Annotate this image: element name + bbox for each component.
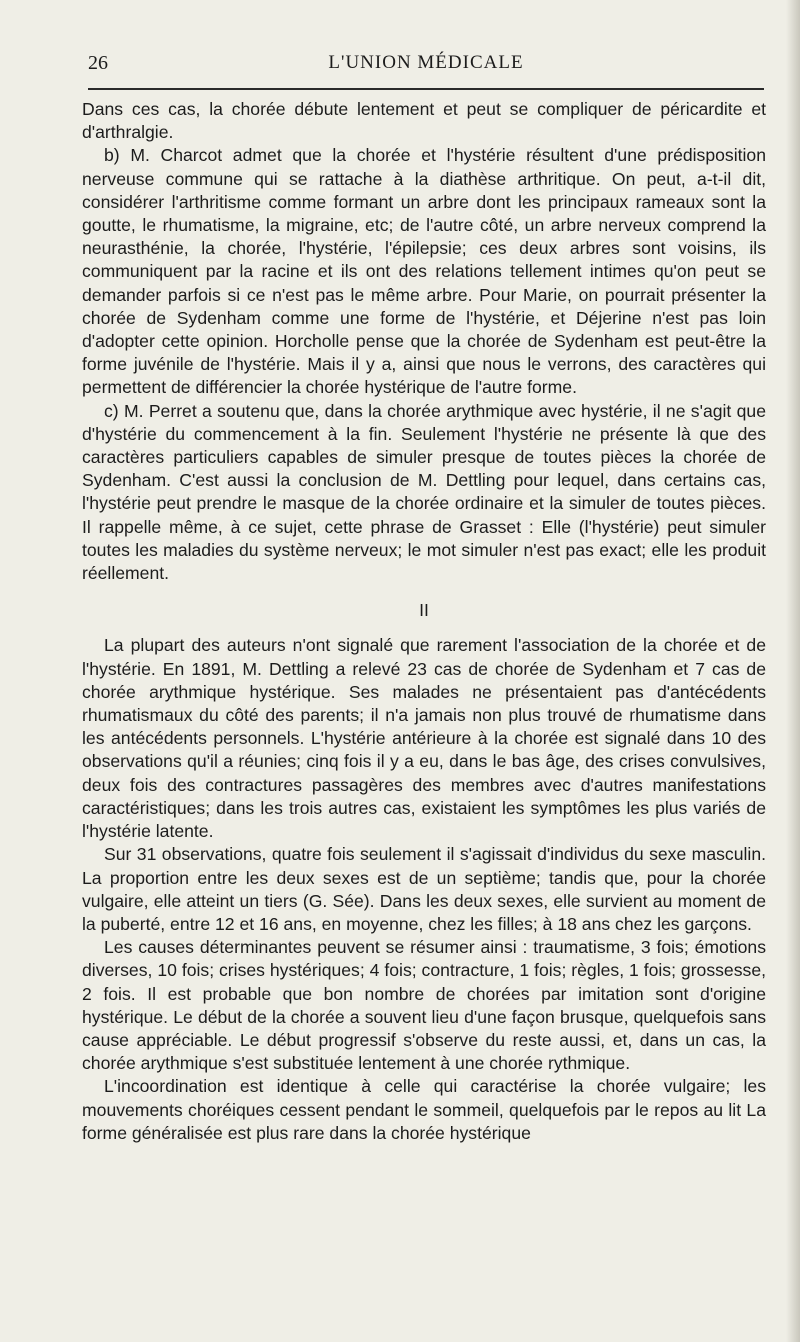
running-title: L'UNION MÉDICALE: [328, 52, 524, 73]
paragraph: Sur 31 observations, quatre fois seulement il s'agissait d'individus du sexe masculin. La proportion entre les deux sexes est de un septième; tandis que, pour la chorée vulgaire, elle atteint un tiers (G. Sée). Dans les deux sexes, elle survient au moment de la puberté, entre 12 et 16 ans, en moyenne, chez les filles; à 18 ans chez les garçons.: [82, 844, 766, 934]
body-text: [82, 98, 766, 1145]
page-number: 26: [88, 52, 108, 74]
paragraph: La plupart des auteurs n'ont signalé que rarement l'association de la chorée et de l'hystérie. En 1891, M. Dettling a relevé 23 cas de chorée de Sydenham et 7 cas de chorée arythmique hystérique. Ses malades ne présentaient pas d'antécédents rhumatismaux du côté des parents; il n'a jamais non plus trouvé de rhumatisme dans les antécédents personnels. L'hystérie antérieure à la chorée est signalé dans 10 des observations qu'il a réunies; cinq fois il y a eu, dans le bas âge, des crises convulsives, deux fois des contractures passagères des membres avec d'autres manifestations caractéristiques; dans les trois autres cas, existaient les symptômes les plus variés de l'hystérie latente.: [82, 635, 766, 842]
paragraph: Dans ces cas, la chorée débute lentement et peut se compliquer de péricardite et d'arthralgie.: [82, 99, 766, 143]
paragraph: b) M. Charcot admet que la chorée et l'hystérie résultent d'une prédisposition nerveuse commune qui se rattache à la diathèse arthritique. On peut, a-t-il dit, considérer l'arthritisme comme formant un arbre dont les principaux rameaux sont la goutte, le rhumatisme, la migraine, etc; de l'autre côté, un arbre nerveux comprend la neurasthénie, la chorée, l'hystérie, l'épilepsie; ces deux arbres sont voisins, ils communiquent par la racine et ils ont des relations tellement intimes qu'on peut se demander parfois si ce n'est pas le même arbre. Pour Marie, on pourrait présenter la chorée de Sydenham comme une forme de l'hystérie, et Déjerine n'est pas loin d'adopter cette opinion. Horcholle pense que la chorée de Sydenham est peut-être la forme juvénile de l'hystérie. Mais il y a, ainsi que nous le verrons, des caractères qui permettent de différencier la chorée hystérique de l'autre forme.: [82, 145, 766, 398]
header-rule: [88, 88, 764, 90]
paragraph: Les causes déterminantes peuvent se résumer ainsi : traumatisme, 3 fois; émotions diverses, 10 fois; crises hystériques; 4 fois; contracture, 1 fois; règles, 1 fois; grossesse, 2 fois. Il est probable que bon nombre de chorées par imitation sont d'origine hystérique. Le début de la chorée a souvent lieu d'une façon brusque, quelquefois sans cause appréciable. Le début progressif s'observe du reste aussi, et, dans un cas, la chorée arythmique s'est substituée lentement à une chorée rythmique.: [82, 937, 766, 1074]
section-heading: II: [419, 600, 429, 621]
page-edge-shadow: [786, 0, 800, 1342]
paragraph: c) M. Perret a soutenu que, dans la chorée arythmique avec hystérie, il ne s'agit que d'hystérie du commencement à la fin. Seulement l'hystérie ne présente là que des caractères particuliers capables de simuler presque de toutes pièces la chorée de Sydenham. C'est aussi la conclusion de M. Dettling pour lequel, dans certains cas, l'hystérie peut prendre le masque de la chorée ordinaire et la simuler de toutes pièces. Il rappelle même, à ce sujet, cette phrase de Grasset : Elle (l'hystérie) peut simuler toutes les maladies du système nerveux; le mot simuler n'est pas exact; elle les produit réellement.: [82, 400, 766, 584]
page-header: [88, 52, 764, 82]
paragraph: L'incoordination est identique à celle qui caractérise la chorée vulgaire; les mouvements choréiques cessent pendant le sommeil, quelquefois par le repos au lit La forme généralisée est plus rare dans la chorée hystérique: [82, 1076, 766, 1143]
